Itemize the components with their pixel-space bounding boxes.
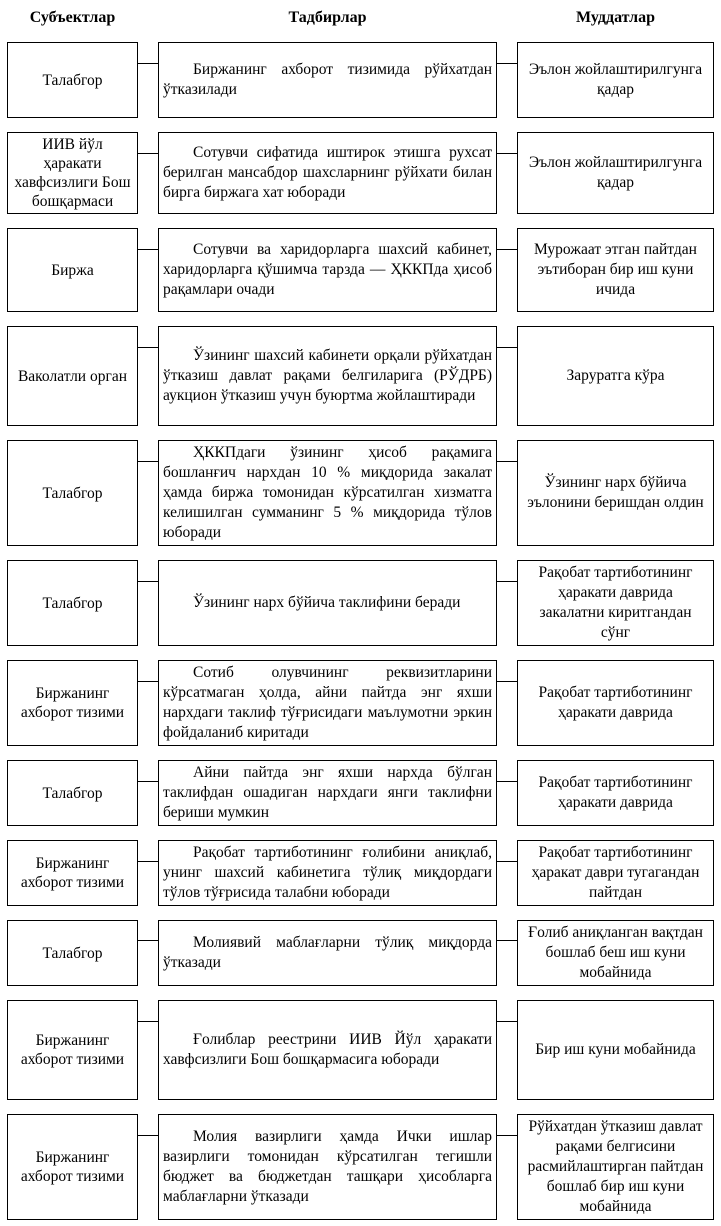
- connector-line: [497, 153, 517, 154]
- subject-box: [7, 560, 138, 646]
- action-box: [158, 840, 497, 906]
- term-label: Рўйхатдан ўтказиш давлат рақами белгисини расмийлаштирган пайтдан бошлаб бир иш куни мобайнида: [527, 1118, 704, 1215]
- table-row-10: [7, 920, 714, 986]
- action-label: Молиявий маблағларни тўлиқ миқдорда ўтказади: [163, 934, 492, 971]
- action-box: [158, 1000, 497, 1100]
- term-label: Рақобат тартиботининг ҳаракати даврида: [538, 774, 693, 811]
- connector-line: [138, 581, 158, 582]
- action-label: Молия вазирлиги ҳамда Ички ишлар вазирлиги томонидан кўрсатилган тегишли бюджет ва бюджетдан ташқари ҳисобларга маблағларни ўтказади: [163, 1128, 492, 1205]
- term-box: [517, 326, 714, 426]
- connector-line: [138, 153, 158, 154]
- subject-label: Биржа: [51, 261, 94, 279]
- action-box: [158, 326, 497, 426]
- term-label: Ўзининг нарх бўйича эълонини беришдан олдин: [527, 474, 704, 511]
- column-header-actions: Тадбирлар: [288, 9, 367, 26]
- action-box: [158, 228, 497, 312]
- action-box: [158, 660, 497, 746]
- connector-line: [497, 681, 517, 682]
- connector-line: [497, 347, 517, 348]
- subject-label: Ваколатли орган: [17, 367, 128, 385]
- connector-line: [497, 781, 517, 782]
- term-label: Эълон жойлаштирилгунга қадар: [528, 61, 703, 98]
- connector-line: [497, 861, 517, 862]
- subject-label: ИИВ йўл ҳаракати хавфсизлиги Бош бошқармаси: [14, 136, 131, 210]
- table-row-2: [7, 132, 714, 214]
- table-row-12: [7, 1114, 714, 1220]
- column-headers: [7, 8, 714, 28]
- term-box: [517, 760, 714, 826]
- term-box: [517, 1114, 714, 1220]
- table-row-9: [7, 840, 714, 906]
- action-label: Сотувчи сифатида иштирок этишга рухсат берилган мансабдор шахсларнинг рўйхати билан бирга биржага хат юборади: [163, 144, 492, 201]
- action-label: Айни пайтда энг яхши нархда бўлган таклифдан ошадиган нархдаги янги таклифни бериши мумкин: [163, 764, 492, 821]
- action-label: ҲККПдаги ўзининг ҳисоб рақамига бошланғич нархдан 10 % миқдорида закалат ҳамда биржа томонидан кўрсатилган хизматга келишилган сумманинг 5 % миқдорида тўлов юборади: [163, 444, 492, 541]
- term-box: [517, 228, 714, 312]
- connector-line: [138, 347, 158, 348]
- term-box: [517, 660, 714, 746]
- action-label: Сотувчи ва харидорларга шахсий кабинет, харидорларга қўшимча тарзда — ҲККПда ҳисоб рақамлари очади: [163, 241, 492, 298]
- subject-label: Биржанинг ахборот тизими: [20, 1032, 125, 1068]
- action-label: Биржанинг ахборот тизимида рўйхатдан ўтказилади: [163, 61, 492, 98]
- column-header-terms: Муддатлар: [576, 9, 655, 26]
- connector-line: [497, 940, 517, 941]
- connector-line: [497, 1021, 517, 1022]
- action-box: [158, 920, 497, 986]
- table-row-6: [7, 560, 714, 646]
- connector-line: [497, 249, 517, 250]
- connector-line: [138, 861, 158, 862]
- subject-label: Биржанинг ахборот тизими: [20, 685, 125, 721]
- action-box: [158, 132, 497, 214]
- term-box: [517, 42, 714, 118]
- connector-line: [138, 249, 158, 250]
- table-row-1: [7, 42, 714, 118]
- action-box: [158, 760, 497, 826]
- subject-label: Талабгор: [42, 784, 103, 802]
- column-header-subjects: Субъектлар: [29, 9, 116, 26]
- term-label: Рақобат тартиботининг ҳаракат даври тугагандан пайтдан: [531, 844, 700, 901]
- connector-line: [497, 461, 517, 462]
- subject-box: [7, 920, 138, 986]
- action-label: Ғолиблар реестрини ИИВ Йўл ҳаракати хавфсизлиги Бош бошқармасига юборади: [163, 1031, 492, 1068]
- term-box: [517, 560, 714, 646]
- action-label: Ўзининг шахсий кабинети орқали рўйхатдан ўтказиш давлат рақами белгиларига (РЎДРБ) аукцион ўтказиш учун буюртма жойлаштиради: [163, 347, 492, 404]
- action-box: [158, 1114, 497, 1220]
- table-row-4: [7, 326, 714, 426]
- action-label: Сотиб олувчининг реквизитларини кўрсатмаган ҳолда, айни пайтда энг яхши нархдаги таклиф тўғрисидаги маълумотни эркин фойдаланиб киритади: [163, 664, 492, 741]
- term-box: [517, 1000, 714, 1100]
- subject-label: Биржанинг ахборот тизими: [20, 1149, 125, 1185]
- action-box: [158, 440, 497, 546]
- connector-line: [138, 940, 158, 941]
- subject-label: Талабгор: [42, 484, 103, 502]
- connector-line: [138, 461, 158, 462]
- table-row-3: [7, 228, 714, 312]
- table-row-5: [7, 440, 714, 546]
- subject-box: [7, 1000, 138, 1100]
- connector-line: [497, 1135, 517, 1136]
- term-label: Рақобат тартиботининг ҳаракати даврида: [538, 684, 693, 721]
- subject-box: [7, 440, 138, 546]
- subject-label: Талабгор: [42, 944, 103, 962]
- subject-label: Талабгор: [42, 594, 103, 612]
- term-label: Эълон жойлаштирилгунга қадар: [528, 154, 703, 191]
- term-label: Рақобат тартиботининг ҳаракати даврида закалатни киритгандан сўнг: [538, 564, 693, 641]
- action-box: [158, 42, 497, 118]
- subject-box: [7, 760, 138, 826]
- connector-line: [138, 1021, 158, 1022]
- connector-line: [138, 63, 158, 64]
- subject-box: [7, 840, 138, 906]
- table-row-11: [7, 1000, 714, 1100]
- term-label: Бир иш куни мобайнида: [535, 1041, 696, 1058]
- subject-box: [7, 42, 138, 118]
- subject-box: [7, 228, 138, 312]
- connector-line: [138, 681, 158, 682]
- term-box: [517, 920, 714, 986]
- term-box: [517, 132, 714, 214]
- subject-label: Биржанинг ахборот тизими: [20, 855, 125, 891]
- subject-box: [7, 1114, 138, 1220]
- term-box: [517, 840, 714, 906]
- table-row-8: [7, 760, 714, 826]
- connector-line: [497, 581, 517, 582]
- subject-label: Талабгор: [42, 71, 103, 89]
- action-box: [158, 560, 497, 646]
- subject-box: [7, 660, 138, 746]
- subject-box: [7, 132, 138, 214]
- action-label: Рақобат тартиботининг ғолибини аниқлаб, унинг шахсий кабинетига тўлиқ миқдордаги тўлов тўғрисида талабни юборади: [163, 844, 492, 901]
- term-label: Заруратга кўра: [566, 367, 665, 384]
- action-label: Ўзининг нарх бўйича таклифини беради: [193, 594, 461, 611]
- term-box: [517, 440, 714, 546]
- subject-box: [7, 326, 138, 426]
- connector-line: [138, 1135, 158, 1136]
- connector-line: [138, 781, 158, 782]
- table-row-7: [7, 660, 714, 746]
- term-label: Мурожаат этган пайтдан эътиборан бир иш куни ичида: [534, 241, 697, 298]
- term-label: Ғолиб аниқланган вақтдан бошлаб беш иш куни мобайнида: [528, 924, 703, 981]
- connector-line: [497, 63, 517, 64]
